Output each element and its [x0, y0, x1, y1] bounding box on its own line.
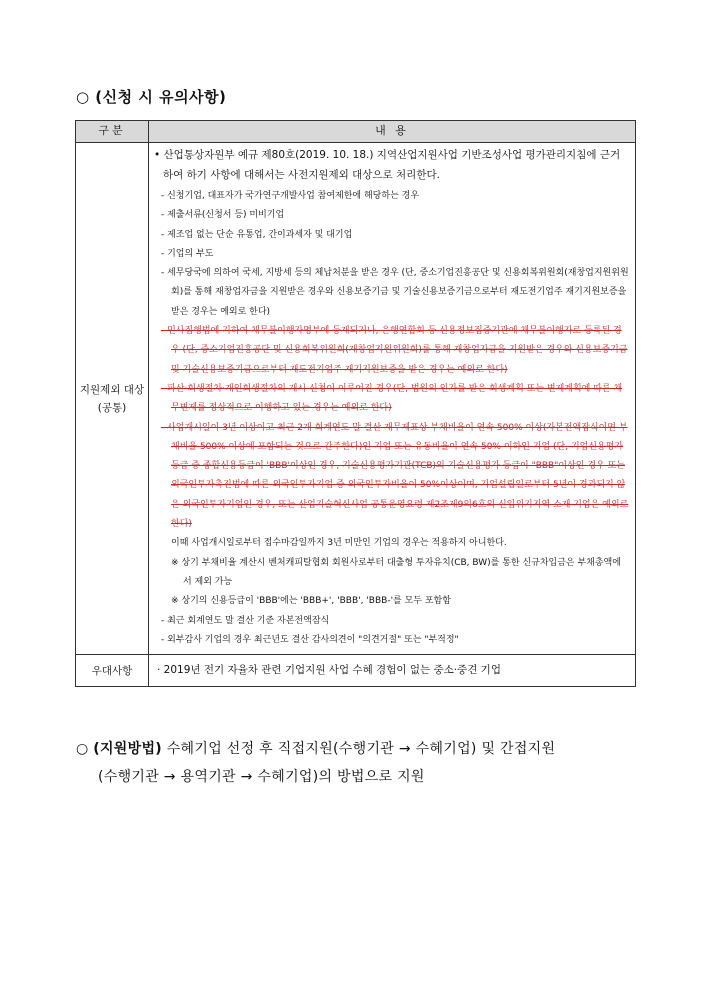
struck-exclusion-item: - 민사집행법에 기하여 채무불이행자명부에 등재되거나, 은행연합회 등 신용정보집중기관에 채무불이행자로 등록된 경우 (단, 중소기업진흥공단 및 신용회복위원회(재창업지원위원회)를 통해 재창업자금을 지원받은 경우와 신용보증기금 및 기술신용보증기금으로부터 재도전기업주 재기지원보증을 받은 경우는 예외로 한다)	[161, 326, 628, 375]
exclusion-item: - 신청기업, 대표자가 국가연구개발사업 참여제한에 해당하는 경우	[161, 191, 420, 201]
method-bullet: ○	[76, 741, 94, 757]
footnote: ※ 상기 부채비율 계산시 벤처캐피탈협회 회원사로부터 대출형 투자유치(CB, BW)를 통한 신규차입금은 부채총액에서 제외 가능	[171, 557, 621, 587]
row-label-exclusion: 지원제외 대상(공통)	[76, 143, 149, 655]
exclusion-item: - 외부감사 기업의 경우 최근년도 결산 감사의견이 "의견거절" 또는 "부적정"	[161, 634, 459, 645]
footnote: ※ 상기의 신용등급이 'BBB'에는 'BBB+', 'BBB', 'BBB-'를 모두 포함함	[171, 596, 451, 607]
struck-exclusion-item: - 파산·회생절차·개인회생절차의 개시 신청이 이루어진 경우(단, 법원의 인가를 받은 회생계획 또는 변제계획에 따른 채무변제를 정상적으로 이행하고 있는 경우는 예외로 한다)	[161, 383, 623, 414]
exclusion-item: - 최근 회계연도 말 결산 기준 자본전액잠식	[161, 615, 330, 626]
method-text: 수혜기업 선정 후 직접지원(수행기관 → 수혜기업) 및 간접지원	[161, 741, 556, 757]
preference-content: · 2019년 전기 자율차 관련 기업지원 사업 수혜 경험이 없는 중소·중견 기업	[149, 655, 636, 687]
exclusion-lead-paragraph: • 산업통상자원부 예규 제80호(2019. 10. 18.) 지역산업지원사업 기반조성사업 평가관리지침에 근거하여 하기 사항에 대해서는 사전지원제외 대상으로 처리한다.	[154, 149, 621, 181]
struck-exclusion-item: - 사업개시일이 3년 이상이고 최근 2개 회계연도 말 결산 재무제표상 부채비율이 연속 500% 이상(자본전액잠식이면 부채비율 500% 이상에 포함되는 것으로 간주한다)인 기업 또는 유동비율이 연속 50% 이하인 기업 (단, 기업신용평가등급 중 종합신용등급이 'BBB'이상인 경우, 기술신용평가기관(TCB)의 기술신용평가 등급이 "BBB"이상인 경우 또는 외국인투자촉진법에 따른 외국인투자기업 중 외국인투자비율이 50%이상이며, 기업설립일로부터 5년이 경과되지 않은 외국인투자기업인 경우, 또는 산업기술혁신사업 공통운영요령 제2조제9의6호의 신입위기지역 소재 기업은 예외로 한다)	[161, 422, 629, 530]
exception-note: 이때 사업개시일로부터 접수마감일까지 3년 미만인 기업의 경우는 적용하지 아니한다.	[171, 538, 507, 549]
section-heading-application-notes: ○ (신청 시 유의사항)	[76, 88, 227, 106]
support-method-line1	[76, 735, 646, 763]
row-label-preference: 우대사항	[76, 655, 149, 687]
exclusion-item: - 제출서류(신청서 등) 미비기업	[161, 210, 285, 221]
header-content: 내 용	[149, 121, 636, 143]
exclusion-item: - 세무당국에 의하여 국세, 지방세 등의 체납처분을 받은 경우 (단, 중소기업진흥공단 및 신용회복위원회(재창업지원위원회)를 통해 재창업자금을 지원받은 경우와 신용보증기금 및 기술신용보증기금으로부터 재도전기업주 재기지원보증을 받은 경우는 예외로 한다)	[161, 268, 629, 317]
table-header-row	[76, 121, 636, 143]
exclusion-item: - 기업의 부도	[161, 248, 214, 259]
support-method-line2: (수행기관 → 용역기관 → 수혜기업)의 방법으로 지원	[98, 769, 425, 785]
exclusion-content	[149, 143, 636, 655]
eligibility-table	[75, 120, 636, 687]
table-row-preference	[76, 655, 636, 687]
method-label: (지원방법)	[93, 741, 162, 757]
header-category: 구분	[76, 121, 149, 143]
support-method-paragraph	[76, 735, 646, 791]
table-row-exclusion	[76, 143, 636, 655]
exclusion-item: - 제조업 없는 단순 유통업, 간이과세자 및 대기업	[161, 229, 353, 240]
